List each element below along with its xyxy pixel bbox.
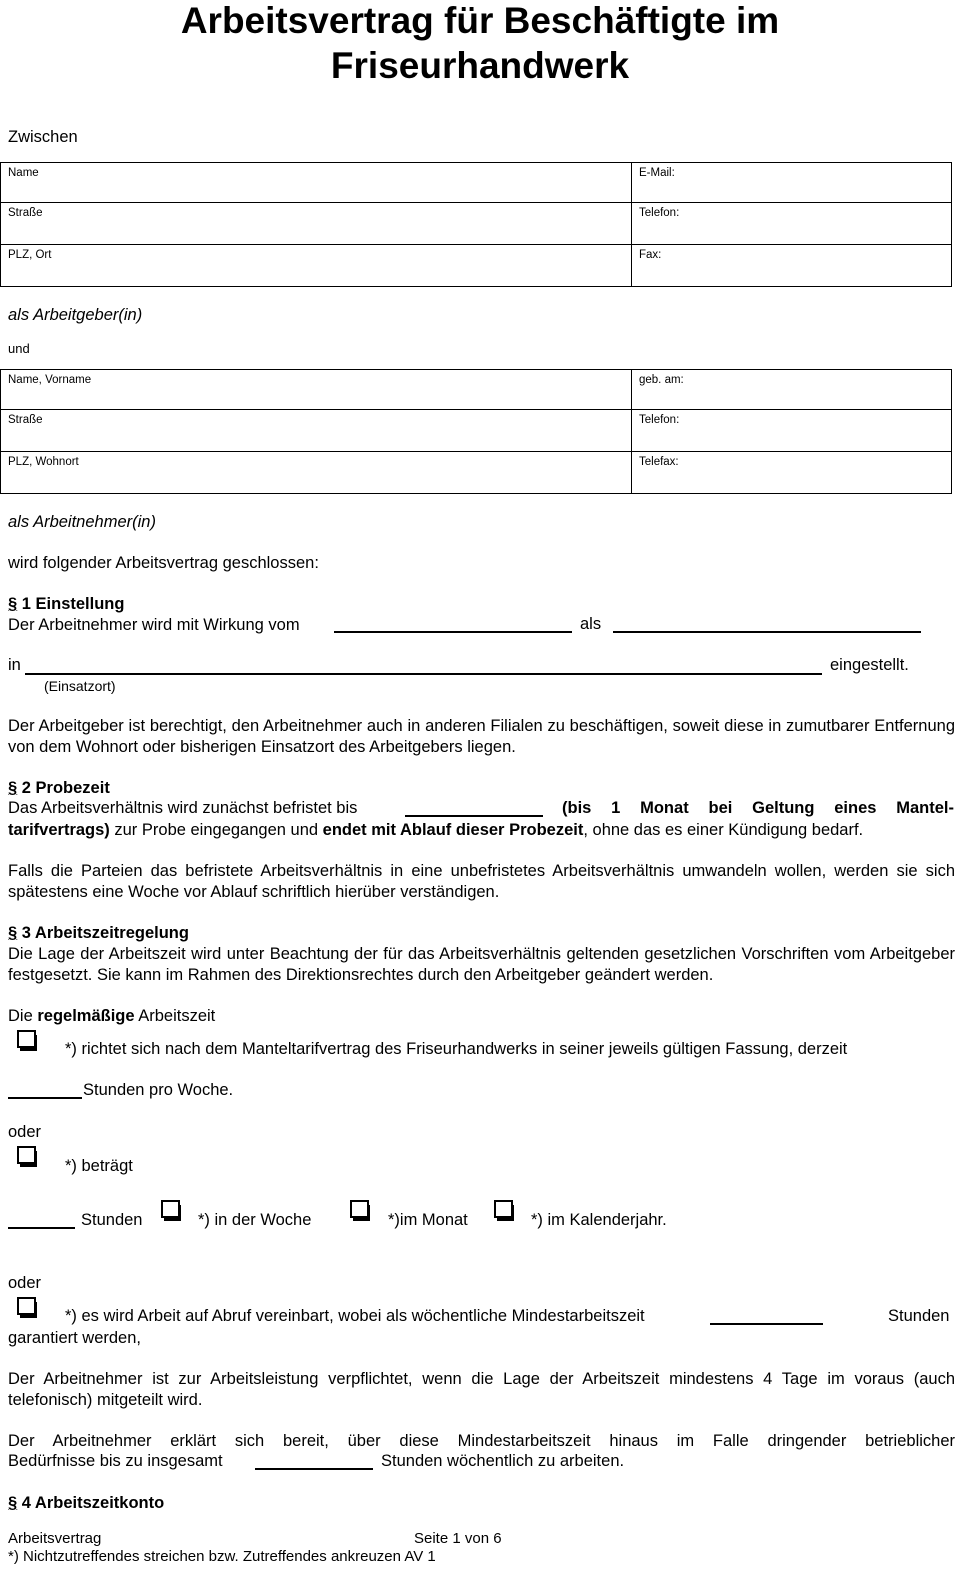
option-2-text: *) beträgt: [65, 1157, 133, 1175]
zwischen-label: Zwischen: [8, 128, 78, 146]
verpflichtet-paragraph: Der Arbeitnehmer ist zur Arbeitsleistung verpflichtet, wenn die Lage der Arbeitszeit mindestens 4 Tage im voraus (auch telefonisch) mitgeteilt wird.: [8, 1370, 955, 1409]
ohne-text: , ohne das es einer Kündigung bedarf.: [583, 821, 864, 839]
tarif-option-checkbox[interactable]: [17, 1030, 39, 1052]
employee-table: [0, 369, 952, 494]
section-1-heading: [8, 594, 955, 615]
option-3-stunden-text: Stunden: [888, 1307, 950, 1325]
week-checkbox[interactable]: [161, 1200, 183, 1222]
section-4-paragraph-sign: §: [8, 1494, 18, 1512]
einsatzort-blank[interactable]: [25, 659, 822, 675]
month-checkbox[interactable]: [350, 1200, 372, 1222]
option-3-text: *) es wird Arbeit auf Abruf vereinbart, wobei als wöchentliche Mindestarbeitszeit: [65, 1307, 645, 1325]
als-arbeitnehmer-label: als Arbeitnehmer(in): [8, 513, 156, 531]
wirkung-text: Der Arbeitnehmer wird mit Wirkung vom: [8, 616, 300, 634]
in-der-woche-text: *) in der Woche: [198, 1211, 312, 1229]
section-4-title: 4 Arbeitszeitkonto: [21, 1494, 165, 1512]
section-1-paragraph-sign: §: [8, 595, 18, 613]
befristet-text: Das Arbeitsverhältnis wird zunächst befristet bis: [8, 799, 358, 817]
employee-name-field[interactable]: Name, Vorname: [1, 370, 632, 410]
und-label: und: [8, 341, 30, 356]
title-line-2: Friseurhandwerk: [330, 45, 630, 86]
employer-street-field[interactable]: Straße: [1, 203, 632, 245]
section-3-paragraph-sign: §: [8, 924, 18, 942]
employer-email-field[interactable]: E-Mail:: [632, 163, 952, 203]
falls-paragraph: Falls die Parteien das befristete Arbeitsverhältnis in eine unbefristetes Arbeitsverhältnis umwandeln wollen, werden sie sich spätestens eine Woche vor Ablauf schriftlich hierüber verständigen.: [8, 862, 955, 901]
insgesamt-hours-blank[interactable]: [255, 1454, 373, 1470]
filialen-paragraph: Der Arbeitgeber ist berechtigt, den Arbeitnehmer auch in anderen Filialen zu beschäftigen, soweit diese in zumutbarer Entfernung von dem Wohnort oder bisherigen Einsatzort des Arbeitgebers liegen.: [8, 717, 955, 756]
title-line-1: Arbeitsvertrag für Beschäftigte im: [180, 0, 780, 41]
im-kalenderjahr-text: *) im Kalenderjahr.: [531, 1211, 667, 1229]
zur-probe-text: zur Probe eingegangen und: [109, 821, 323, 839]
stunden-pro-woche-text: Stunden pro Woche.: [83, 1081, 234, 1099]
einsatzort-caption: (Einsatzort): [44, 678, 116, 694]
in-text: in: [8, 656, 21, 674]
section-3-title: 3 Arbeitszeitregelung: [21, 924, 189, 942]
employer-table: [0, 162, 952, 287]
beduerfnisse-text: Bedürfnisse bis zu insgesamt: [8, 1452, 223, 1470]
employee-city-field[interactable]: PLZ, Wohnort: [1, 452, 632, 494]
oder-1-text: oder: [8, 1123, 42, 1141]
endet-text: endet mit Ablauf dieser Probezeit: [322, 821, 584, 839]
woechentlich-text: Stunden wöchentlich zu arbeiten.: [381, 1452, 625, 1470]
regelmaessige-line: [8, 1006, 955, 1027]
section-3-heading: [8, 923, 955, 944]
als-arbeitgeber-label: als Arbeitgeber(in): [8, 306, 143, 324]
stunden-text: Stunden: [81, 1211, 143, 1229]
erklaert-line: Der Arbeitnehmer erklärt sich bereit, über diese Mindestarbeitszeit hinaus im Falle dringender betrieblicher: [8, 1432, 955, 1450]
section-2-paragraph-sign: §: [8, 779, 18, 797]
arbeitszeit-text: Arbeitszeit: [134, 1007, 216, 1025]
abruf-option-checkbox[interactable]: [17, 1297, 39, 1319]
employer-fax-field[interactable]: Fax:: [632, 245, 952, 287]
derzeit-hours-blank[interactable]: [8, 1083, 82, 1099]
footer-page-number: Seite 1 von 6: [414, 1530, 502, 1547]
employee-birthdate-field[interactable]: geb. am:: [632, 370, 952, 410]
probezeit-line-2: [8, 820, 955, 841]
section-1-title: 1 Einstellung: [21, 595, 125, 613]
die-text: Die: [8, 1007, 38, 1025]
oder-2-text: oder: [8, 1274, 42, 1292]
geschlossen-text: wird folgender Arbeitsvertrag geschlossen:: [8, 554, 319, 572]
footer-note: *) Nichtzutreffendes streichen bzw. Zutreffendes ankreuzen AV 1: [8, 1548, 436, 1565]
mindestarbeitszeit-blank[interactable]: [710, 1309, 823, 1325]
garantiert-text: garantiert werden,: [8, 1329, 141, 1347]
bis-monat-text: (bis 1 Monat bei Geltung eines Mantel-: [562, 799, 954, 817]
employer-city-field[interactable]: PLZ, Ort: [1, 245, 632, 287]
section-4-heading: [8, 1493, 955, 1514]
eingestellt-text: eingestellt.: [830, 656, 909, 674]
tarif-text: tarifvertrags): [8, 821, 110, 839]
lage-paragraph: Die Lage der Arbeitszeit wird unter Beachtung der für das Arbeitsverhältnis geltenden gesetzlichen Vorschriften vom Arbeitgeber festgesetzt. Sie kann im Rahmen des Direktionsrechtes durch den Arbeitgeber geändert werden.: [8, 945, 955, 984]
employer-name-field[interactable]: Name: [1, 163, 632, 203]
employee-fax-field[interactable]: Telefax:: [632, 452, 952, 494]
section-2-title: 2 Probezeit: [21, 779, 110, 797]
option-1-text: *) richtet sich nach dem Manteltarifvertrag des Friseurhandwerks in seiner jeweils gültigen Fassung, derzeit: [65, 1040, 848, 1058]
employee-phone-field[interactable]: Telefon:: [632, 410, 952, 452]
year-checkbox[interactable]: [494, 1200, 516, 1222]
als-text: als: [580, 615, 602, 633]
footer-doc-name: Arbeitsvertrag: [8, 1530, 102, 1547]
employee-street-field[interactable]: Straße: [1, 410, 632, 452]
start-date-blank[interactable]: [334, 617, 572, 633]
employer-phone-field[interactable]: Telefon:: [632, 203, 952, 245]
section-2-heading: [8, 778, 955, 799]
betraegt-hours-blank[interactable]: [8, 1213, 75, 1229]
im-monat-text: *)im Monat: [388, 1211, 468, 1229]
regelmaessige-text: regelmäßige: [37, 1007, 135, 1025]
position-blank[interactable]: [613, 617, 921, 633]
betraegt-option-checkbox[interactable]: [17, 1146, 39, 1168]
probezeit-date-blank[interactable]: [405, 801, 543, 817]
